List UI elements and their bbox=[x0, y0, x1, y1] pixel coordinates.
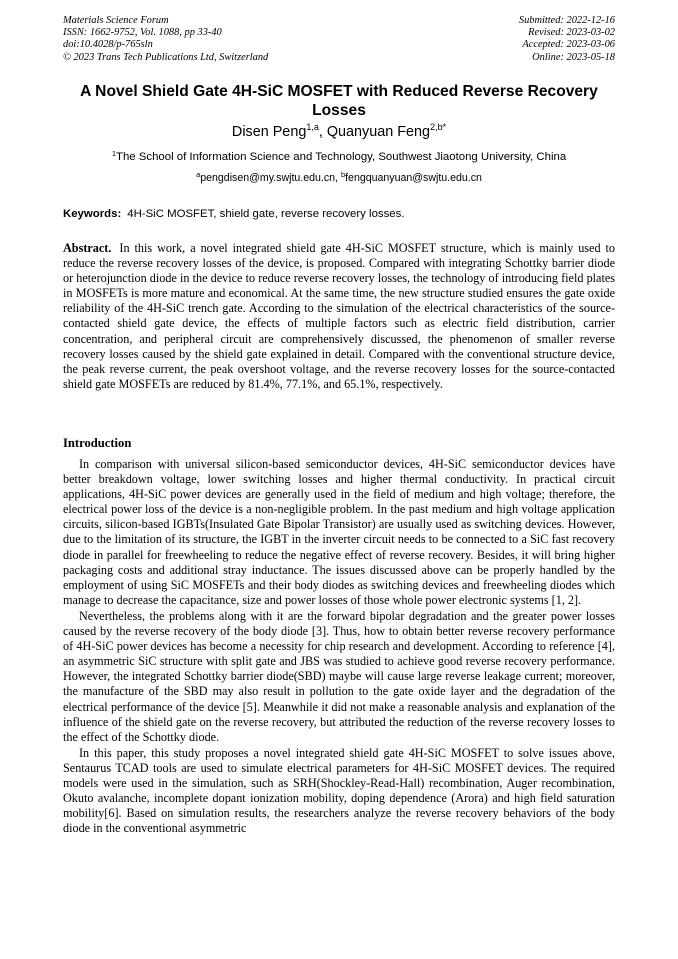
affiliation-text: The School of Information Science and Technology, Southwest Jiaotong University, China bbox=[115, 151, 567, 163]
email-b: fengquanyuan@swjtu.edu.cn bbox=[345, 172, 482, 184]
author-2-affiliation-mark: 2,b* bbox=[430, 122, 447, 132]
email-b-mark: b bbox=[340, 170, 346, 179]
introduction-heading: Introduction bbox=[63, 436, 132, 450]
keywords-label: Keywords: bbox=[63, 208, 122, 220]
author-1-affiliation-mark: 1,a bbox=[306, 122, 319, 132]
journal-name: Materials Science Forum bbox=[63, 15, 169, 26]
affiliation bbox=[63, 150, 615, 164]
date-submitted: Submitted: 2022-12-16 bbox=[518, 15, 615, 26]
date-online: Online: 2023-05-18 bbox=[532, 51, 615, 63]
email-separator: , bbox=[335, 172, 341, 184]
abstract-label: Abstract. bbox=[63, 241, 112, 255]
author-separator: , bbox=[318, 124, 327, 140]
paragraph: Nevertheless, the problems along with it are the forward bipolar degradation and the greater power losses caused by the reverse recovery of the body diode [3]. Thus, how to obtain better reverse recovery performance of 4H-SiC power devices has become a necessity for chip research and development. According to reference [4], an asymmetric SiC structure with split gate and JBS was studied to achieve good reverse recovery performance. However, the integrated Schottky barrier diode(SBD) maybe will cause large reverse leakage current; moreover, the manufacture of the SBD may also result in pollution to the gate oxide layer and the degradation of the electrical performance of the device [5]. Meanwhile it did not make a reasonable analysis and explanation of the influence of the shield gate on the reverse recovery, but attributed the reduction of the reverse recovery losses to the effect of the Schottky diode. bbox=[63, 608, 615, 744]
paragraph: In this paper, this study proposes a novel integrated shield gate 4H-SiC MOSFET to solve issues above, Sentaurus TCAD tools are used to simulate electrical parameters for 4H-SiC MOSFET devices. The required models were used in the simulation, such as SRH(Shockley-Read-Hall) recombination, Auger recombination, Okuto avalanche, incomplete dopant ionization mobility, doping dependence (Arora) and high field saturation mobility[6]. Based on simulation results, the researchers analyze the reverse recovery behaviors of the body diode in the conventional asymmetric bbox=[63, 745, 615, 836]
journal-doi: doi:10.4028/p-765sln bbox=[63, 39, 153, 51]
email-line bbox=[63, 172, 615, 185]
journal-info bbox=[63, 15, 268, 64]
abstract-text: In this work, a novel integrated shield gate 4H-SiC MOSFET structure, which is mainly used to reduce the reverse recovery losses of the device, is proposed. Compared with integrating Schottky barrier diode or heterojunction diode in the device to reduce reverse recovery losses, the technology of introducing field plates in MOSFETs is more mature and economical. At the same time, the new structure studied ensures the gate oxide reliability of the 4H-SiC trench gate. According to the simulation of the electrical characteristics of the source-contacted shield gate device, the effects of multiple factors such as electric field distribution, carrier concentration, and peripheral circuit are comprehensively discussed, the phenomenon of smaller reverse recovery losses caused by the shield gate explained in detail. Compared with the conventional structure device, the peak reverse current, the peak overshoot voltage, and the reverse recovery losses for the source-contacted shield gate MOSFETs are reduced by 81.4%, 77.1%, and 65.1%, respectively. bbox=[63, 241, 615, 391]
affiliation-mark: 1 bbox=[111, 149, 116, 158]
journal-issn: ISSN: 1662-9752, Vol. 1088, pp 33-40 bbox=[63, 27, 222, 39]
introduction-body bbox=[63, 457, 615, 836]
keywords-text: 4H-SiC MOSFET, shield gate, reverse recovery losses. bbox=[127, 208, 405, 220]
date-revised: Revised: 2023-03-02 bbox=[528, 27, 615, 39]
email-a: pengdisen@my.swjtu.edu.cn bbox=[200, 172, 336, 184]
email-a-mark: a bbox=[196, 170, 201, 179]
paper-title: A Novel Shield Gate 4H-SiC MOSFET with Reduced Reverse Recovery Losses bbox=[80, 83, 598, 119]
journal-copyright: © 2023 Trans Tech Publications Ltd, Switzerland bbox=[63, 51, 269, 63]
publication-dates bbox=[519, 15, 615, 64]
author-2: Quanyuan Feng bbox=[326, 124, 431, 140]
date-accepted: Accepted: 2023-03-06 bbox=[522, 39, 615, 51]
abstract bbox=[63, 241, 615, 392]
paragraph: In comparison with universal silicon-based semiconductor devices, 4H-SiC semiconductor devices have better breakdown voltage, lower switching losses and higher thermal conductivity. In practical circuit applications, 4H-SiC power devices are generally used in the field of medium and high voltage; therefore, the electrical power loss of the device is a non-negligible problem. In the past medium and high voltage application circuits, silicon-based IGBTs(Insulated Gate Bipolar Transistor) are usually used as switching devices. However, due to the limitation of its structure, the IGBT in the inverter circuit needs to be connected to a SiC fast recovery diode in parallel for freewheeling to reduce the negative effect of reverse recovery. Besides, it will bring higher packaging costs and additional stray inductance. The issues discussed above can be properly handled by the employment of using SiC MOSFETs and their body diodes as switching devices and freewheeling diodes which manage to decrease the capacitance, size and power losses of those whole power electronic systems [1, 2]. bbox=[63, 457, 615, 607]
keywords bbox=[63, 207, 615, 221]
author-1: Disen Peng bbox=[231, 124, 307, 140]
author-line bbox=[63, 124, 615, 141]
